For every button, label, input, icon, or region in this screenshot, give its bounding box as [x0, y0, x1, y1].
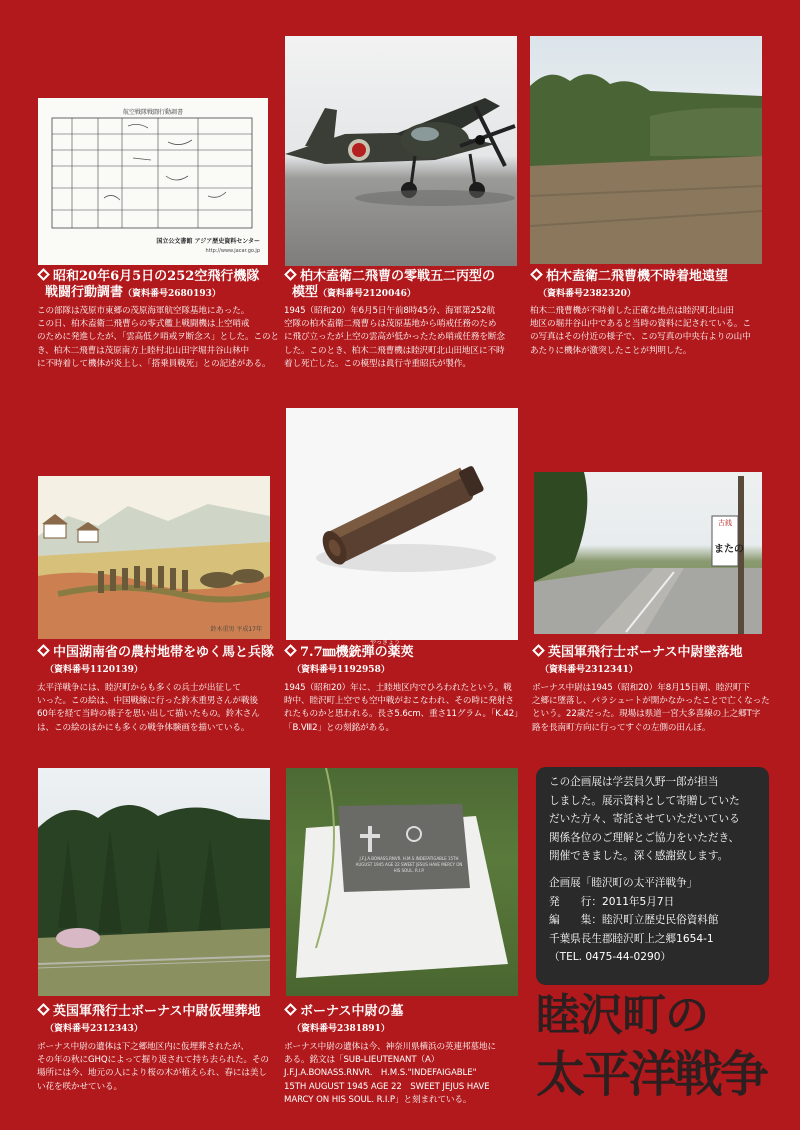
- diamond-bullet-icon: [530, 268, 543, 281]
- editor-label: 編 集：: [549, 914, 602, 927]
- caption-crash-site-view: [530, 269, 751, 358]
- painting-soldiers: [38, 476, 270, 639]
- editor-name: 睦沢町立歴史民俗資料館: [601, 914, 719, 927]
- body-line: 場所には今、地元の人により桜の木が植えられ、春には美し: [37, 1068, 267, 1079]
- photo-cartridge: [286, 408, 518, 640]
- body-line: に飛び立ったが上空の雲高が低かったため哨戒任務を断念: [284, 332, 505, 343]
- body-line: MARCY ON HIS SOUL. R.I.P」と刻まれている。: [284, 1094, 472, 1105]
- body-line: に不時着して機体が炎上し、「搭乗員戦死」との記述がある。: [37, 358, 271, 369]
- body-line: 路を長南町方向に行ってすぐの左側の田んぼ。: [532, 722, 711, 733]
- body-line: き、柏木二飛曹は茂原南方上睦村北山田字堀井谷山林中: [37, 345, 250, 356]
- photo-crash-site-view: [530, 36, 762, 264]
- item-title: 中国湖南省の農村地帯をゆく馬と兵隊: [53, 645, 275, 660]
- body-line: 地区の堀井谷山中であると当時の資料に記されている。こ: [530, 319, 751, 330]
- item-id: （資料番号2120046）: [318, 289, 416, 299]
- item-title: 英国軍飛行士ボーナス中尉仮埋葬地: [53, 1004, 261, 1019]
- body-line: ボーナス中尉は1945（昭和20）年8月15日朝、睦沢町下: [532, 683, 750, 693]
- note-line: しました。展示資料として寄贈していた: [549, 794, 740, 807]
- doc-url: http://www.jacar.go.jp: [205, 248, 260, 254]
- issued-label: 発 行：: [549, 895, 602, 908]
- body-line: 1945（昭和20）年6月5日午前8時45分、海軍第252航: [284, 306, 496, 316]
- caption-burial-site: [37, 1004, 269, 1094]
- body-line: ある。銘文は「SUB-LIEUTENANT（A）: [284, 1055, 440, 1066]
- body-line: この部隊は茂原市東郷の茂原海軍航空隊基地にあった。: [37, 306, 250, 316]
- note-line: だいた方々、寄託させていただいている: [549, 813, 740, 826]
- caption-battle-record: [37, 269, 279, 371]
- colophon-box: [536, 767, 769, 985]
- item-title: ボーナス中尉の墓: [300, 1004, 404, 1019]
- item-id: （資料番号1120139）: [45, 665, 143, 675]
- body-line: ボーナス中尉の遺体は下之郷地区内に仮埋葬されたが、: [37, 1042, 250, 1052]
- cartridge-image: [286, 408, 518, 640]
- item-title: 英国軍飛行士ボーナス中尉墜落地: [548, 645, 743, 660]
- body-line: 太平洋戦争には、睦沢町からも多くの兵士が出征して: [37, 683, 241, 693]
- item-title: 柏木盍衛二飛曹機不時着地遠望: [546, 269, 729, 284]
- caption-zero-model: [284, 269, 505, 371]
- body-line: 着し死亡した。この模型は眞行寺重昭氏が製作。: [284, 358, 471, 369]
- caption-cartridge: [284, 639, 523, 735]
- caption-crash-road: [532, 645, 770, 735]
- photo-painting: [38, 476, 270, 639]
- photo-battle-record: [38, 98, 268, 265]
- item-id: （資料番号2312341）: [540, 665, 638, 675]
- body-line: 15TH AUGUST 1945 AGE 22 SWEET JEJUS HAVE: [284, 1081, 490, 1092]
- photo-burial-site: [38, 768, 270, 996]
- body-line: 「B.Ⅷ2」との刻銘がある。: [284, 722, 394, 733]
- item-id: （資料番号2680193）: [123, 289, 221, 299]
- item-id: （資料番号2382320）: [538, 289, 636, 299]
- item-id: （資料番号2312343）: [45, 1024, 143, 1034]
- body-line: した。このとき、柏木二飛曹機は睦沢町北山田地区に不時: [284, 345, 505, 356]
- body-line: 空隊の柏木盍衛二飛曹らは茂原基地から哨戒任務のため: [284, 319, 497, 330]
- body-line: いった。この絵は、中国戦線に行った鈴木重男さんが戦後: [37, 696, 258, 707]
- photo-crash-road: [534, 472, 762, 634]
- caption-grave: [284, 1004, 496, 1107]
- note-line: この企画展は学芸員久野一郎が担当: [549, 776, 719, 788]
- zero-fighter-image: [285, 36, 517, 266]
- body-line: その年の秋にGHQによって掘り返されて持ち去られた。その: [37, 1055, 269, 1066]
- painting-signature: 鈴木重男 平成17年: [210, 626, 262, 633]
- item-title: 昭和20年6月5日の252空飛行機隊: [53, 269, 260, 284]
- body-line: 之郷に墜落し、パラシュートが開かなかったことで亡くなった: [532, 696, 770, 707]
- photo-grave: [286, 768, 518, 996]
- diamond-bullet-icon: [37, 1003, 50, 1016]
- telephone: （TEL. 0475-44-0290）: [549, 951, 672, 964]
- body-line: ボーナス中尉の遺体は今、神奈川県横浜の英連邦墓地に: [284, 1042, 497, 1052]
- body-line: J.F.J.A.BONASS.RNVR. H.M.S."INDEFAIGABLE": [284, 1068, 477, 1079]
- photo-zero-model: [285, 36, 517, 266]
- item-id: （資料番号1192958）: [292, 665, 390, 675]
- body-line: 時中、睦沢町上空でも空中戦がおこなわれ、その時に発射さ: [284, 696, 514, 707]
- editor-row: [549, 911, 769, 930]
- body-line: のために発進したが、「雲高低ク哨戒ヲ断念ス」とした。このと: [37, 332, 280, 343]
- diamond-bullet-icon: [284, 268, 297, 281]
- body-line: れたものかと思われる。長さ5.6cm、重さ11グラム。「K.42」: [284, 709, 523, 720]
- sign-text: またの: [714, 544, 744, 555]
- body-line: は、この絵のほかにも多くの戦争体験画を描いている。: [37, 722, 250, 733]
- body-line: 60年を経て当時の様子を思い出して描いたもの。鈴木さん: [37, 709, 260, 720]
- diamond-bullet-icon: [284, 1003, 297, 1016]
- body-line: 柏木二飛曹機が不時着した正確な地点は睦沢町北山田: [530, 306, 734, 316]
- item-title: 柏木盍衛二飛曹の零戦五二丙型の: [300, 269, 496, 284]
- item-id: （資料番号2381891）: [292, 1024, 390, 1034]
- item-title-cont: 模型: [292, 285, 319, 300]
- body-line: 1945（昭和20）年に、土睦地区内でひろわれたという。戦: [284, 683, 512, 693]
- diamond-bullet-icon: [37, 644, 50, 657]
- doc-header: 航空戦隊戦闘行動調書: [122, 109, 183, 116]
- diamond-bullet-icon: [532, 644, 545, 657]
- diamond-bullet-icon: [284, 644, 297, 657]
- body-line: あたりに機体が激突したことが判明した。: [530, 345, 692, 356]
- big-title-line2: 太平洋戦争: [536, 1045, 767, 1103]
- body-line: この日、柏木盍衛二飛曹らの零式艦上戦闘機は上空哨戒: [37, 319, 250, 330]
- body-line: という。22歳だった。現場は県道一宮大多喜線の上之郷T字: [532, 709, 761, 720]
- item-title: 7.7㎜機銃弾の薬莢: [300, 645, 414, 660]
- ruby-text: やっきょう: [370, 639, 401, 646]
- big-title-line1: 睦沢町の: [536, 990, 708, 1041]
- doc-stamp: 国立公文書館 アジア歴史資料センター: [156, 238, 260, 245]
- address: 千葉県長生郡睦沢町上之郷1654-1: [549, 932, 714, 945]
- body-line: の写真はその付近の様子で、この写真の中央右よりの山中: [530, 332, 751, 343]
- issued-date: 2011年5月7日: [601, 895, 675, 908]
- body-line: い花を咲かせている。: [37, 1081, 122, 1092]
- sign-top-text: 古銭: [718, 519, 732, 527]
- forest-hills: [530, 36, 762, 264]
- caption-painting: [37, 645, 274, 735]
- cedar-forest: [38, 768, 270, 996]
- diamond-bullet-icon: [37, 268, 50, 281]
- exhibit-name: 企画展「睦沢町の太平洋戦争」: [549, 876, 698, 889]
- note-line: 開催できました。深く感謝致します。: [549, 850, 729, 863]
- note-line: 関係各位のご理解とご協力をいただき、: [549, 831, 740, 844]
- issued-row: [549, 893, 769, 912]
- grave-inscription: J.F.J.A.BONASS.RNVR. H.M.S.INDEFATIGABLE 15TH AUGUST 1945 AGE 22 SWEET JESUS HAVE MERCY ON HIS SOUL. R.I.P.: [355, 856, 463, 873]
- item-title-cont: 戦闘行動調書: [45, 285, 124, 300]
